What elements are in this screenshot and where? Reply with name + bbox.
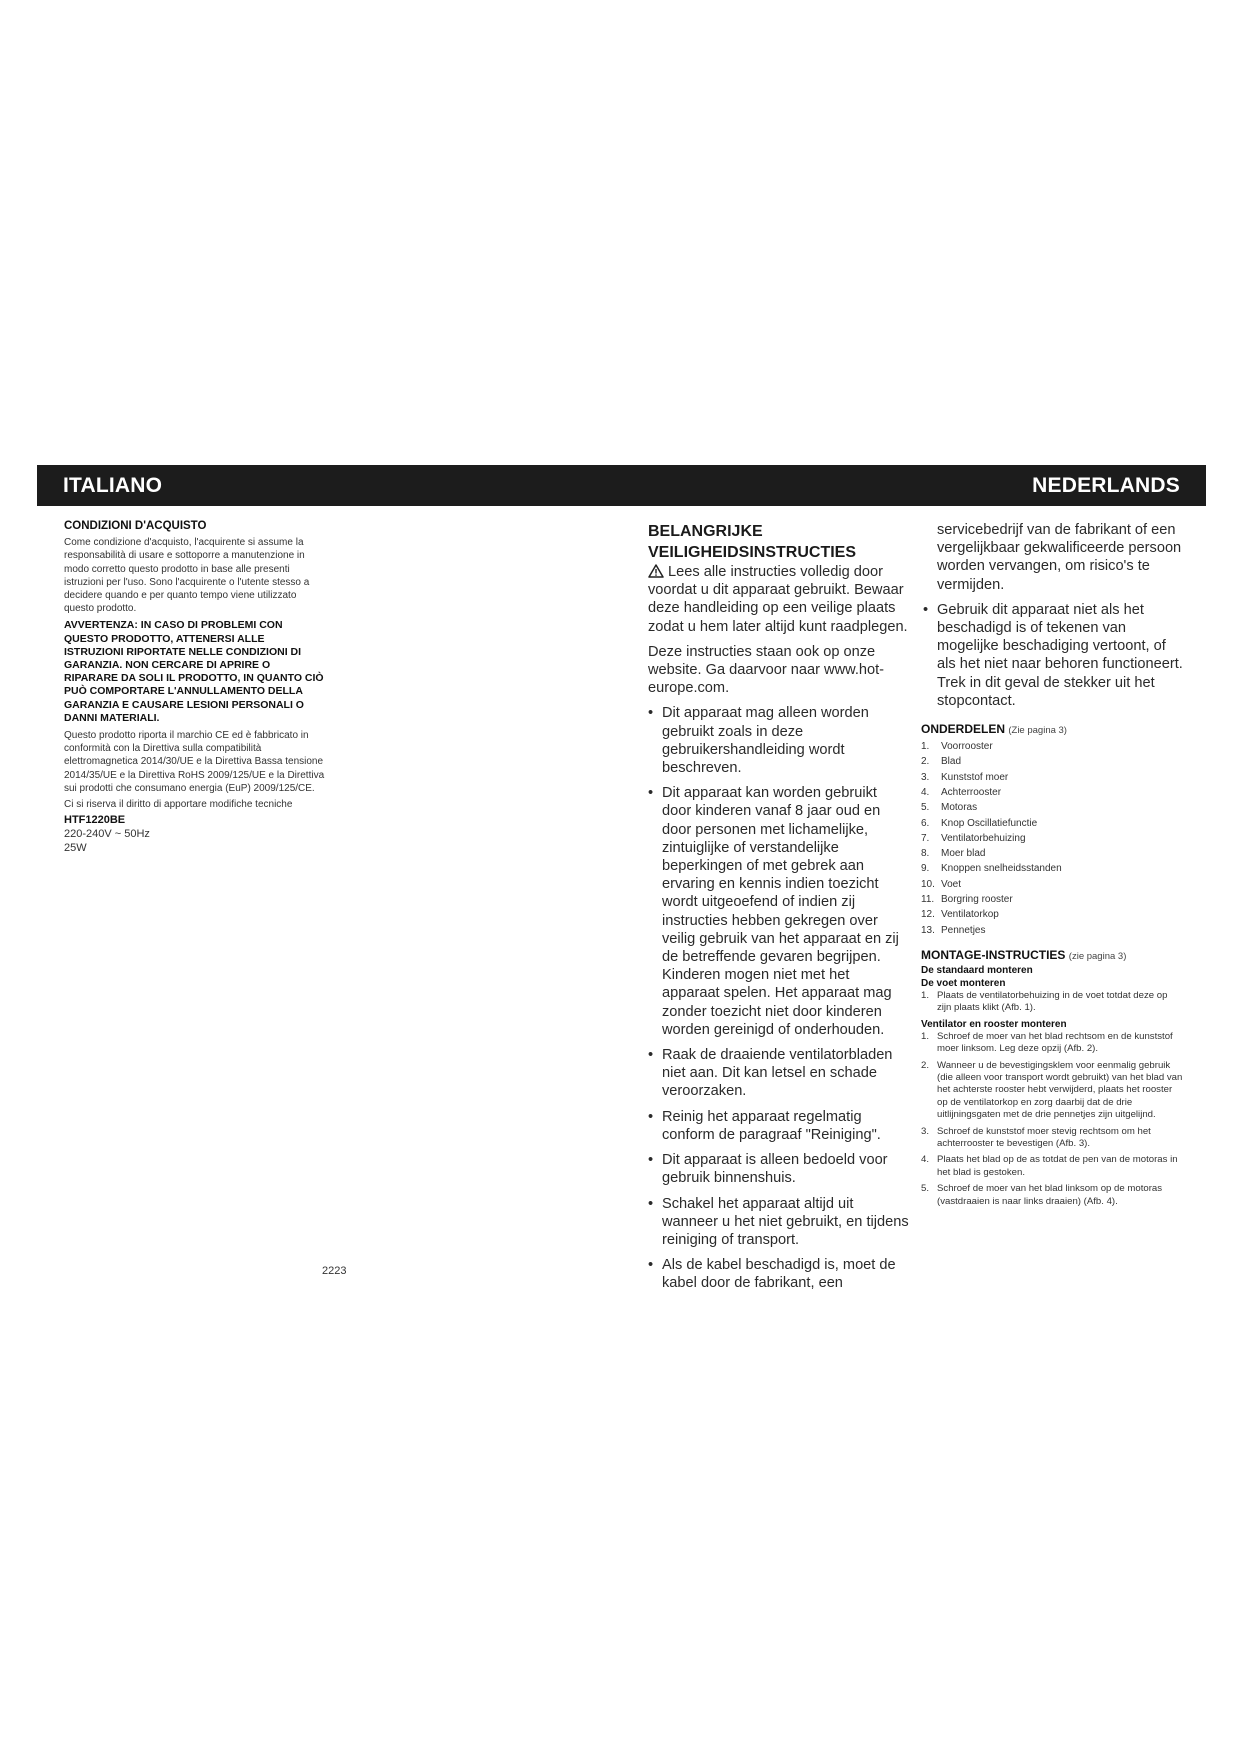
language-header-bar [37,465,1206,506]
foot-assembly-subheading: De voet monteren [921,977,1006,989]
item-number: 5. [921,1183,930,1195]
item-text: Ventilatorkop [941,909,999,921]
rights-text: Ci si riserva il diritto di apportare modifiche tecniche [64,799,293,811]
bullet-icon: • [648,1047,654,1064]
item-number: 10. [921,878,935,890]
bullet-icon: • [923,601,929,618]
ce-text: Questo prodotto riporta il marchio CE ed è fabbricato in conformità con la Direttiva sulla compatibilità elettromagnetica 2014/30/UE e la Direttiva Bassa tensione 2014/35/UE e la Direttiva RoHS 2009/125/UE e la Direttiva sui prodotti che consumano energia (EuP) 2009/125/CE. [64,730,325,794]
item-text: Schroef de kunststof moer stevig rechtsom om het achterrooster te bevestigen (Afb. 3). [937,1125,1151,1149]
fan-grille-subheading: Ventilator en rooster monteren [921,1018,1067,1030]
right-bullet-list [921,601,1183,710]
step-item [921,1126,1183,1151]
item-text: Schroef de moer van het blad linksom op de motoras (vastdraaien is naar links draaien) (Afb. 4). [937,1183,1163,1207]
item-text: Motoras [941,802,978,814]
parts-page-ref: (Zie pagina 3) [1008,725,1067,737]
item-number: 5. [921,802,930,814]
item-text: Kunststof moer [941,771,1009,783]
bullet-icon: • [648,785,654,802]
assembly-heading: MONTAGE-INSTRUCTIES (zie pagina 3) [921,947,1127,962]
step-item [921,1154,1183,1179]
item-number: 9. [921,863,930,875]
bullet-icon: • [648,1257,654,1274]
power-spec: 25W [64,842,87,855]
step-item [921,1060,1183,1122]
item-number: 12. [921,909,935,921]
voltage-spec: 220-240V ~ 50Hz [64,828,150,841]
part-item [921,861,1183,876]
item-number: 3. [921,771,930,783]
part-item [921,831,1183,846]
item-number: 11. [921,894,935,905]
item-number: 1. [921,989,930,1001]
item-number: 1. [921,741,930,753]
list-item: • Schakel het apparaat altijd uit wanneer u het niet gebruikt, en tijdens reiniging of transport. [648,1195,909,1248]
warning-text: AVVERTENZA: IN CASO DI PROBLEMI CON QUESTO PRODOTTO, ATTENERSI ALLE ISTRUZIONI RIPORTATE NELLE CONDIZIONI DI GARANZIA. NON CERCARE DI APRIRE O RIPARARE DA SOLI IL PRODOTTO, IN QUANTO CIÒ PUÒ COMPORTARE L'ANNULLAMENTO DELLA GARANZIA E CAUSARE LESIONI PERSONALI O DANNI MATERIALI. [64,619,324,724]
item-text: Knoppen snelheidsstanden [941,863,1062,875]
bullet-icon: • [648,1195,654,1212]
item-number: 4. [921,1154,930,1166]
part-item [921,907,1183,922]
list-item: • Als de kabel beschadigd is, moet de kabel door de fabrikant, een [648,1257,896,1292]
part-item [921,770,1183,785]
part-item [921,754,1183,769]
item-text: Voorrooster [941,741,993,753]
part-item [921,846,1183,861]
foot-steps-list [921,990,1183,1015]
part-item [921,877,1183,892]
item-text: Knop Oscillatiefunctie [941,817,1038,829]
item-text: Pennetjes [941,924,986,936]
website-paragraph: Deze instructies staan ook op onze website. Ga daarvoor naar www.hot-europe.com. [648,643,885,697]
item-number: 4. [921,786,930,798]
dutch-left-column [648,521,910,1300]
step-item [921,990,1183,1015]
list-item: • Reinig het apparaat regelmatig conform de paragraaf "Reiniging". [648,1108,881,1143]
continuation-text: servicebedrijf van de fabrikant of een vergelijkbaar gekwalificeerde persoon worden vervangen, om risico's te vermijden. [937,522,1182,593]
bullet-icon: • [648,1108,654,1125]
header-nederlands: NEDERLANDS [1032,474,1180,497]
fan-steps-list [921,1031,1183,1208]
list-item: • Raak de draaiende ventilatorbladen niet aan. Dit kan letsel en schade veroorzaken. [648,1047,893,1100]
part-item [921,923,1183,938]
item-text: Voet [941,878,962,890]
dutch-right-column [921,521,1183,1212]
item-text: Schroef de moer van het blad rechtsom en de kunststof moer linksom. Leg deze opzij (Afb. 2). [937,1030,1173,1055]
part-item [921,892,1183,907]
part-item [921,816,1183,831]
item-text: Moer blad [941,848,986,860]
model-number: HTF1220BE [64,814,126,827]
list-item: • Dit apparaat is alleen bedoeld voor gebruik binnenshuis. [648,1152,888,1187]
safety-bullet-list [648,704,910,1292]
assembly-page-ref: (zie pagina 3) [1068,950,1127,962]
part-item [921,739,1183,754]
warning-triangle-icon [648,564,664,578]
item-number: 8. [921,848,930,860]
item-number: 13. [921,924,935,936]
conditions-text: Come condizione d'acquisto, l'acquirente si assume la responsabilità di usare e sottoporre a manutenzione in modo corretto questo prodotto in base alle presenti istruzioni per l'uso. Sono l'acquirente o l'utente stesso a decidere quando e per quanto tempo viene utilizzato questo prodotto. [64,537,310,615]
parts-list [921,739,1183,938]
list-item: • Gebruik dit apparaat niet als het beschadigd is of tekenen van mogelijke beschadiging vertoont, of als het niet naar behoren functioneert. Trek in dit geval de stekker uit het stopcontact. [923,601,1183,709]
header-italiano: ITALIANO [63,474,163,497]
step-item [921,1031,1183,1056]
bullet-icon: • [648,705,654,722]
parts-heading: ONDERDELEN (Zie pagina 3) [921,722,1067,737]
bullet-icon: • [648,1152,654,1169]
item-number: 1. [921,1030,930,1042]
item-number: 2. [921,1059,930,1071]
italian-column [64,520,326,855]
intro-paragraph [648,563,910,636]
stand-assembly-subheading: De standaard monteren [921,964,1033,976]
part-item [921,785,1183,800]
list-item: • Dit apparaat kan worden gebruikt door kinderen vanaf 8 jaar oud en door personen met lichamelijke, zintuiglijke of verstandelijke beperkingen of met gebrek aan ervaring en kennis indien toezicht wordt uitgeoefend of indien zij instructies hebben gekregen over veilig gebruik van het apparaat en zij de betreffende gevaren begrijpen. Kinderen mogen niet met het apparaat spelen. Het apparaat mag zonder toezicht niet door kinderen worden gereinigd of onderhouden. [648,785,899,1038]
item-number: 2. [921,756,930,768]
safety-title-line2: VEILIGHEIDSINSTRUCTIES [648,544,857,561]
item-text: Blad [941,756,962,768]
step-item [921,1183,1183,1208]
safety-title-line1: BELANGRIJKE [648,523,763,540]
item-text: Ventilatorbehuizing [941,832,1026,844]
item-text: Plaats het blad op de as totdat de pen van de motoras in het blad is gestoken. [937,1154,1178,1178]
conditions-heading: CONDIZIONI D'ACQUISTO [64,520,207,532]
intro-text: Lees alle instructies volledig door voordat u dit apparaat gebruikt. Bewaar deze handleiding op een veilige plaats zodat u hem later altijd kunt raadplegen. [648,564,908,635]
list-item: • Dit apparaat mag alleen worden gebruikt zoals in deze gebruikershandleiding wordt beschreven. [648,705,869,777]
item-number: 3. [921,1125,930,1137]
item-number: 7. [921,832,930,844]
item-number: 6. [921,817,930,829]
page-number: 2223 [322,1265,347,1277]
item-text: Plaats de ventilatorbehuizing in de voet totdat deze op zijn plaats klikt (Afb. 1). [937,989,1168,1014]
item-text: Borgring rooster [941,894,1013,905]
item-text: Achterrooster [941,786,1002,798]
part-item [921,800,1183,815]
item-text: Wanneer u de bevestigingsklem voor eenmalig gebruik (die alleen voor transport wordt gebruikt) van het blad van het achterste rooster hebt verwijderd, plaats het rooster op de ventilatorkop en zorg daarbij dat de drie uitlijningsgaten met de drie pennetjes zijn uitgelijnd. [937,1059,1183,1121]
